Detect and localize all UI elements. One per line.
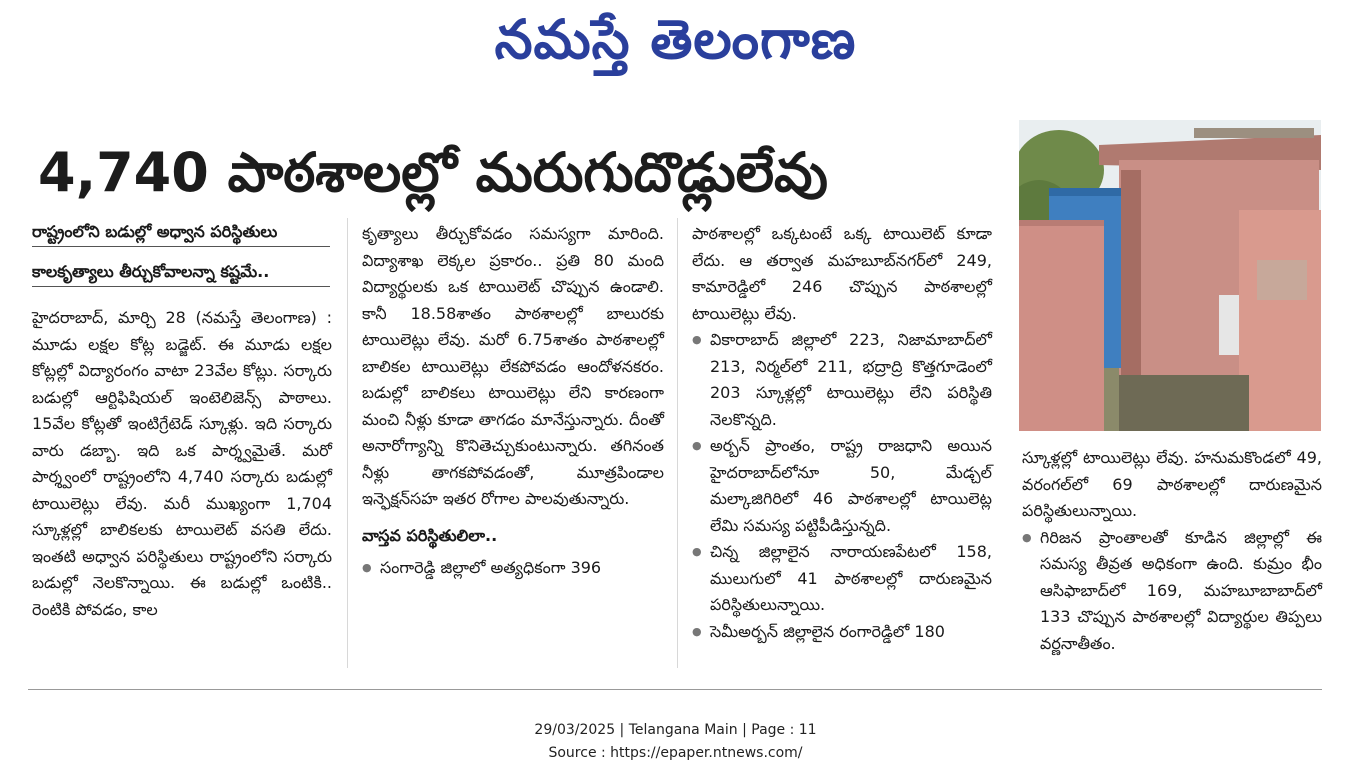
column-3-text: పాఠశాలల్లో ఒక్కటంటే ఒక్క టాయిలెట్ కూడా లేదు. ఆ తర్వాత మహబూబ్‌నగర్‌లో 249, కామారెడ్డిలో 246 చొప్పున పాఠశాలల్లో టాయిలెట్లు లేవు.	[692, 224, 992, 323]
column-2-text: కృత్యాలు తీర్చుకోవడం సమస్యగా మారింది. విద్యాశాఖ లెక్కల ప్రకారం.. ప్రతి 80 మంది విద్యార్థులకు ఒక టాయిలెట్ చొప్పున ఉండాలి. కానీ 18.58శాతం పాఠశాలల్లో బాలురకు టాయిలెట్లు లేవు. మరో 6.75శాతం పాఠశాలల్లో బాలికల టాయిలెట్లు లేకపోవడం ఆందోళనకరం. బడుల్లో బాలికలు టాయిలెట్లు లేని కారణంగా మంచి నీళ్లు కూడా తాగడం మానేస్తున్నారు. దీంతో అనారోగ్యాన్ని కొనితెచ్చుకుంటున్నారు. తగినంత నీళ్లు తాగకపోవడంతో, మూత్రపిండాల ఇన్ఫెక్షన్‌సహ ఇతర రోగాల పాలవుతున్నారు.	[362, 224, 664, 508]
article-column-1	[32, 305, 332, 623]
headline: 4,740 పాఠశాలల్లో మరుగుదొడ్లులేవు	[38, 141, 828, 204]
subheading-1: రాష్ట్రంలోని బడుల్లో అధ్వాన పరిస్థితులు	[32, 218, 330, 247]
column-1-text: హైదరాబాద్, మార్చి 28 (నమస్తే తెలంగాణ) : మూడు లక్షల కోట్ల బడ్జెట్. ఈ మూడు లక్షల కోట్లల్లో విద్యారంగం వాటా 23వేల కోట్లు. సర్కారు బడుల్లో ఆర్టిఫిషియల్ ఇంటెలిజెన్స్ పాఠాలు. 15వేల కోట్లతో ఇంటిగ్రేటెడ్ స్కూళ్లు. ఇది సర్కారు వారు డబ్బా. ఇది ఒక పార్శ్వమైతే. మరో పార్శ్వంలో రాష్ట్రంలోని 4,740 సర్కారు బడుల్లో టాయిలెట్లు లేవు. మరీ ముఖ్యంగా 1,704 స్కూళ్లల్లో బాలికలకు టాయిలెట్ వసతి లేదు. ఇంతటి అధ్వాన పరిస్థితులు రాష్ట్రంలోని సర్కారు బడుల్లో నెలకొన్నాయి. ఈ బడుల్లో ఒంటికి.. రెంటికి పోవడం, కాల	[32, 308, 332, 619]
column-divider	[347, 218, 348, 668]
bullet-item: ● చిన్న జిల్లాలైన నారాయణపేటలో 158, ములుగులో 41 పాఠశాలల్లో దారుణమైన పరిస్థితులున్నాయి.	[692, 539, 992, 619]
bullet-item: ● అర్బన్ ప్రాంతం, రాష్ట్ర రాజధాని అయిన హైదరాబాద్‌లోనూ 50, మేడ్చల్ మల్కాజిగిరిలో 46 పాఠశాలల్లో టాయిలెట్ల లేమి సమస్య పట్టిపీడిస్తున్నది.	[692, 433, 992, 539]
subheading-2: కాలకృత్యాలు తీర్చుకోవాలన్నా కష్టమే..	[32, 258, 330, 287]
school-toilet-photo	[1019, 120, 1321, 431]
bullet-item: ● గిరిజన ప్రాంతాలతో కూడిన జిల్లాల్లో ఈ సమస్య తీవ్రత అధికంగా ఉంది. కుమ్రం భీం ఆసిఫాబాద్‌లో 169, మహబూబాబాద్‌లో 133 చొప్పున పాఠశాలల్లో విద్యార్థుల తిప్పలు వర్ణనాతీతం.	[1022, 525, 1322, 658]
edition-info: 29/03/2025 | Telangana Main | Page : 11	[534, 722, 817, 738]
bullet-item: ● వికారాబాద్ జిల్లాలో 223, నిజామాబాద్‌లో 213, నిర్మల్‌లో 211, భద్రాద్రి కొత్తగూడెంలో 203 స్కూళ్లల్లో టాయిలెట్లు లేని పరిస్థితి నెలకొన్నది.	[692, 327, 992, 433]
article-column-3	[692, 221, 992, 645]
bullet-item: ● సెమీఅర్బన్ జిల్లాలైన రంగారెడ్డిలో 180	[692, 619, 992, 646]
column-divider	[677, 218, 678, 668]
bullet-item: ● సంగారెడ్డి జిల్లాలో అత్యధికంగా 396	[362, 555, 664, 582]
source-link[interactable]: Source : https://epaper.ntnews.com/	[548, 745, 803, 761]
article-column-2	[362, 221, 664, 582]
column-4-text: స్కూళ్లల్లో టాయిలెట్లు లేవు. హనుమకొండలో 49, వరంగల్‌లో 69 పాఠశాలల్లో దారుణమైన పరిస్థితులున్నాయి.	[1022, 448, 1322, 520]
footer-divider	[28, 689, 1322, 690]
article-column-4	[1022, 445, 1322, 657]
masthead: నమస్తే తెలంగాణ	[494, 8, 857, 71]
section-heading: వాస్తవ పరిస్థితులిలా..	[362, 525, 498, 545]
